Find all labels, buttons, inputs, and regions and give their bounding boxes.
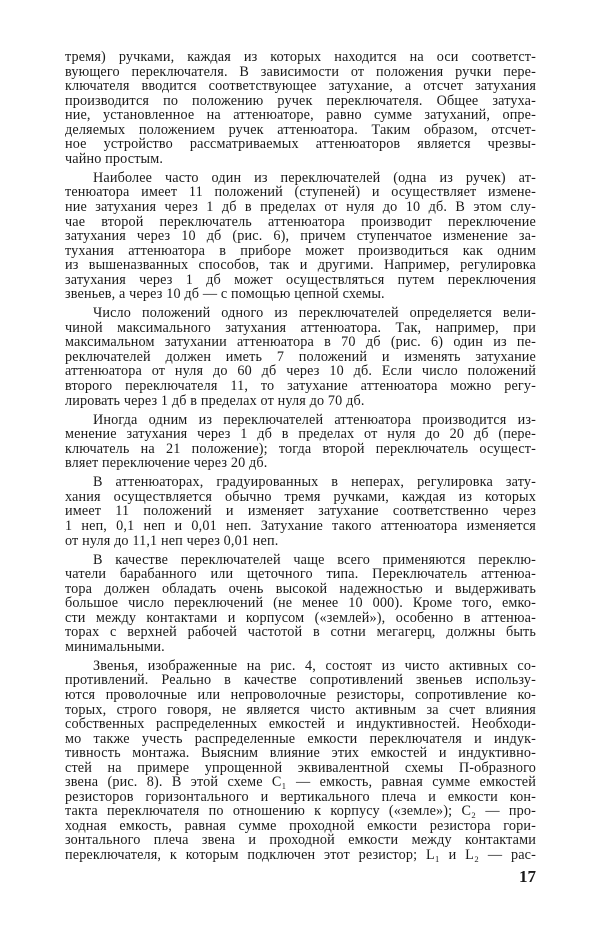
text-line: вляет переключение через 20 дб. [65,455,268,472]
text-line: звена (рис. 8). В этой схеме C₁ — емкость, равная сумме емкостей [65,774,536,791]
paragraph-2 [65,171,536,302]
text-line: максимальном затухании аттенюатора в 70 дб (рис. 6) один из пе- [65,334,536,351]
text-line: Число положений одного из переключателей определяется вели- [93,305,536,322]
text-line: затухания через 10 дб (рис. 6), причем ступенчатое изменение за- [65,228,536,245]
paragraph-4 [65,413,536,471]
text-line: деляемых положением ручек аттенюатора. Таким образом, отсчет- [65,121,536,138]
text-line: ключатель на 21 положение); тогда второй переключатель осущест- [65,440,536,457]
text-line: тенюатора имеет 11 положений (ступеней) и осуществляет измене- [65,184,536,201]
paragraph-1 [65,50,536,166]
text-line: резисторов горизонтального и вертикального плеча и емкости кон- [65,788,536,805]
text-line: от нуля до 11,1 неп через 0,01 неп. [65,532,279,549]
text-line: тивность монтажа. Выясним влияние этих емкостей и индуктивно- [65,745,536,762]
text-line: второго переключателя 11, то затухание аттенюатора можно регу- [65,378,536,395]
text-line: чае второй переключатель аттенюатора производит переключение [65,213,536,230]
text-line: чиной максимального затухания аттенюатора. Так, например, при [65,319,536,336]
text-line: ходная емкость, равная сумме проходной емкости резистора гори- [65,817,536,834]
text-line: противлений. Реально в качестве сопротивлений звеньев использу- [65,672,536,689]
text-line: зонтального плеча звена и проходной емкости между контактами [65,832,536,849]
text-line: затухания через 1 дб может осуществляться путем переключения [65,271,536,288]
text-line: переключателя, к которым подключен этот резистор; L₁ и L₂ — рас- [65,846,536,863]
text-line: стей на примере упрощенной эквивалентной схемы П-образного [65,759,536,776]
text-line: тухания аттенюатора в приборе может производиться как одним [65,242,536,259]
text-line: В аттенюаторах, градуированных в неперах, регулировка зату- [93,474,536,491]
text-line: ются проволочные или непроволочные резисторы, сопротивление ко- [65,686,536,703]
text-line: Наиболее часто один из переключателей (одна из ручек) ат- [93,169,536,186]
text-line: ние затухания через 1 дб в пределах от нуля до 10 дб. В этом слу- [65,198,536,215]
text-line: производится по положению ручек переключателя. Общее затуха- [65,92,536,109]
page-body [65,50,536,867]
paragraph-6 [65,553,536,655]
text-line: 1 неп, 0,1 неп и 0,01 неп. Затухание такого аттенюатора изменяется [65,517,536,534]
text-line: собственных распределенных емкостей и индуктивностей. Необходи- [65,716,536,733]
text-line: торах с верхней рабочей частотой в сотни мегагерц, должны быть [65,624,536,641]
text-line: большое число переключений (не менее 10 000). Кроме того, емко- [65,595,536,612]
text-line: такта переключателя по отношению к корпусу («земле»); C₂ — про- [65,803,536,820]
text-line: имеет 11 положений и изменяет затухание соответственно через [65,503,536,520]
text-line: минимальными. [65,638,165,655]
text-line: мо также учесть распределенные емкости переключателя и индук- [65,730,536,747]
text-line: Звенья, изображенные на рис. 4, состоят из чисто активных со- [93,657,536,674]
text-line: В качестве переключателей чаще всего применяются переклю- [93,551,536,568]
text-line: ключателя вводится соответствующее затухание, а отсчет затухания [65,78,536,95]
text-line: торых, строго говоря, не является чисто активным за счет влияния [65,701,536,718]
text-line: вующего переключателя. В зависимости от положения ручки пере- [65,63,536,80]
text-line: ние, установленное на аттенюаторе, равно сумме затуханий, опре- [65,107,536,124]
text-line: звеньев, а через 10 дб — с помощью цепной схемы. [65,286,385,303]
text-line: ное устройство рассматриваемых аттенюаторов является чрезвы- [65,136,536,153]
text-line: Иногда одним из переключателей аттенюатора производится из- [93,411,536,428]
text-line: чайно простым. [65,150,164,167]
text-line: аттенюатора от нуля до 60 дб через 10 дб. Если число положений [65,363,536,380]
text-line: хания осуществляется обычно тремя ручками, каждая из которых [65,488,536,505]
paragraph-7 [65,659,536,863]
text-line: реключателей должен иметь 7 положений и изменять затухание [65,348,536,365]
paragraph-5 [65,475,536,548]
text-line: из вышеназванных способов, так и другими. Например, регулировка [65,257,536,274]
text-line: менение затухания через 1 дб в пределах от нуля до 20 дб (пере- [65,426,536,443]
text-line: чатели барабанного или щеточного типа. Переключатель аттенюа- [65,566,536,583]
text-line: лировать через 1 дб в пределах от нуля до 70 дб. [65,392,365,409]
text-line: сти между контактами и корпусом («землей»), особенно в аттенюа- [65,609,536,626]
text-line: тора должен обладать очень высокой надежностью и выдерживать [65,580,536,597]
text-line: тремя) ручками, каждая из которых находится на оси соответст- [65,49,536,65]
paragraph-3 [65,306,536,408]
page-number: 17 [519,867,536,886]
